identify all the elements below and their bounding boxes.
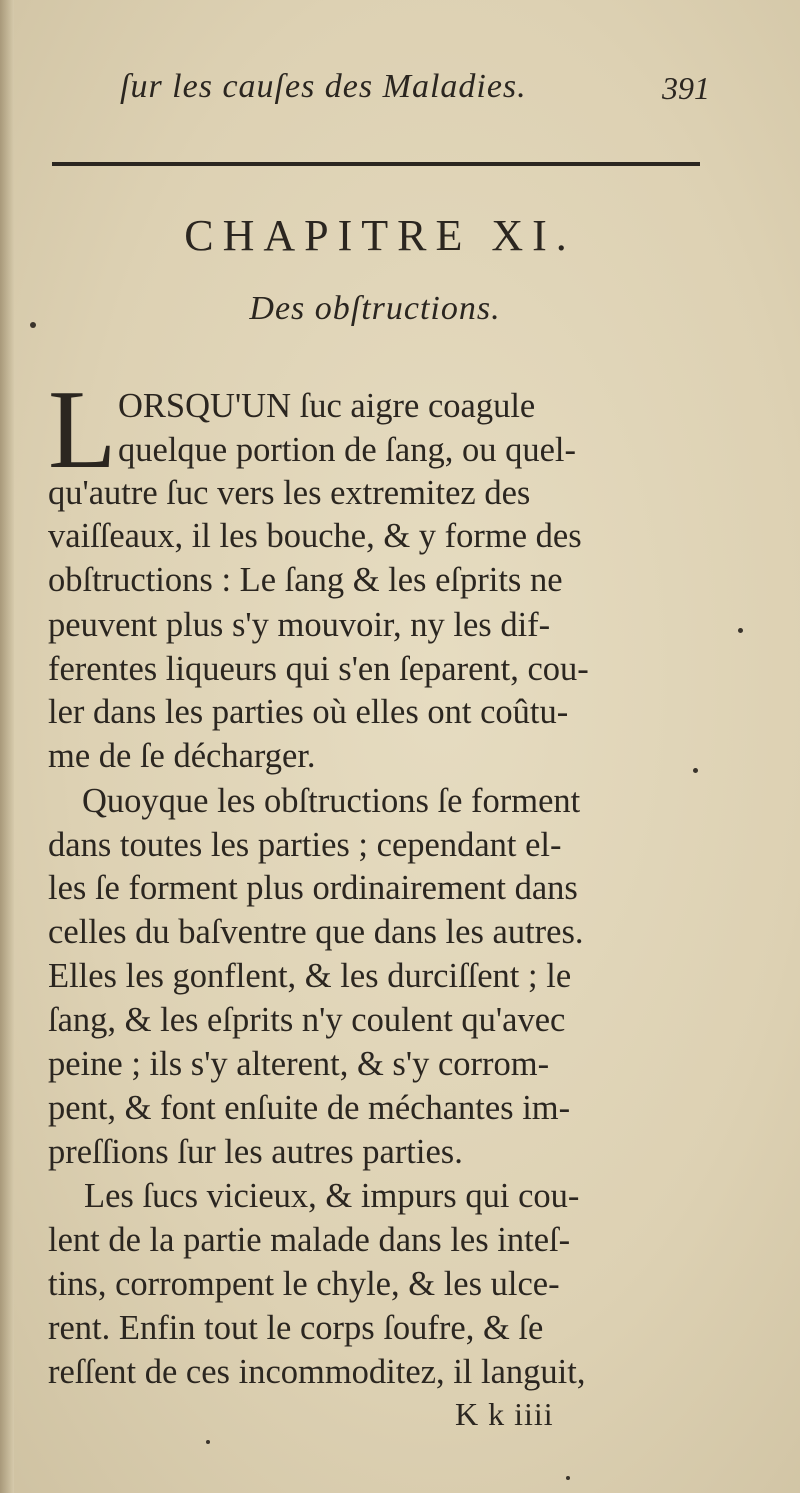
text-line: reſſent de ces incommoditez, il languit, xyxy=(48,1353,586,1391)
ink-speck xyxy=(738,628,743,633)
text-line: peuvent plus s'y mouvoir, ny les dif- xyxy=(48,606,551,644)
header-rule xyxy=(52,162,700,166)
text-line: qu'autre ſuc vers les extremitez des xyxy=(48,474,531,512)
chapter-title: CHAPITRE XI. xyxy=(184,211,576,260)
chapter-subtitle: Des obſtructions. xyxy=(249,290,501,327)
signature-mark: K k iiii xyxy=(455,1396,554,1432)
running-title: ſur les cauſes des Maladies. xyxy=(120,68,527,105)
ink-speck xyxy=(693,768,698,773)
page-header xyxy=(120,68,710,112)
text-line: peine ; ils s'y alterent, & s'y corrom- xyxy=(48,1045,550,1083)
ink-speck xyxy=(206,1440,210,1444)
text-line: ſang, & les eſprits n'y coulent qu'avec xyxy=(48,1001,566,1039)
text-line: Les ſucs vicieux, & impurs qui cou- xyxy=(84,1177,580,1215)
text-line: tins, corrompent le chyle, & les ulce- xyxy=(48,1265,560,1303)
text-line: ler dans les parties où elles ont coûtu- xyxy=(48,693,569,731)
text-line: celles du baſventre que dans les autres. xyxy=(48,913,584,951)
text-line: pent, & font enſuite de méchantes im- xyxy=(48,1089,571,1127)
text-line: ORSQU'UN ſuc aigre coagule xyxy=(118,387,536,425)
page-number: 391 xyxy=(662,70,710,106)
text-line: Elles les gonflent, & les durciſſent ; le xyxy=(48,957,572,995)
ink-speck xyxy=(566,1476,570,1480)
text-line: ferentes liqueurs qui s'en ſeparent, cou- xyxy=(48,650,589,688)
text-line: preſſions ſur les autres parties. xyxy=(48,1133,463,1171)
text-line: lent de la partie malade dans les inteſ- xyxy=(48,1221,571,1259)
ink-speck xyxy=(30,322,36,328)
text-line: quelque portion de ſang, ou quel- xyxy=(118,431,576,469)
text-line: obſtructions : Le ſang & les eſprits ne xyxy=(48,561,563,599)
text-line: me de ſe décharger. xyxy=(48,737,316,775)
text-line: rent. Enfin tout le corps ſoufre, & ſe xyxy=(48,1309,544,1347)
text-line: dans toutes les parties ; cependant el- xyxy=(48,826,562,864)
text-line: Quoyque les obſtructions ſe forment xyxy=(82,782,581,820)
drop-cap: L xyxy=(48,368,117,492)
text-line: les ſe forment plus ordinairement dans xyxy=(48,869,578,907)
text-line: vaiſſeaux, il les bouche, & y forme des xyxy=(48,517,582,555)
